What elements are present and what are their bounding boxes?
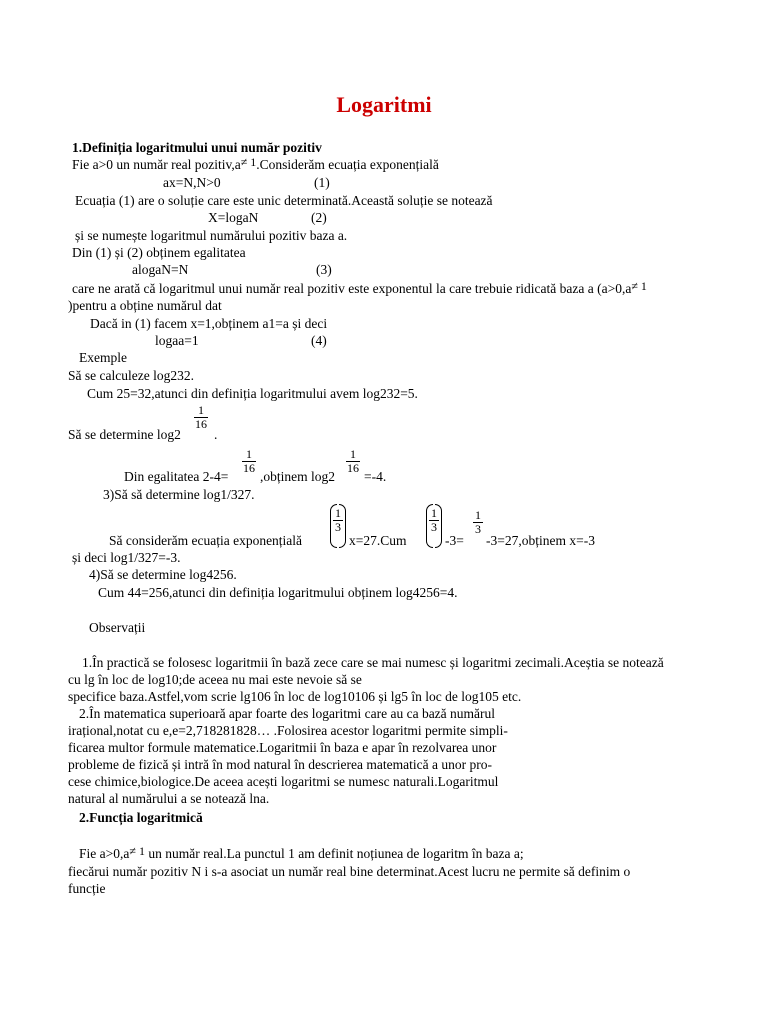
observation-1: cu lg în loc de log10;de aceea nu mai este nevoie să se: [68, 672, 362, 687]
paragraph-line: care ne arată că logaritmul unui număr real pozitiv este exponentul la care trebuie ridicată baza a (a>0,a≠ 1: [72, 279, 647, 296]
examples-heading: Exemple: [79, 350, 127, 365]
example-2-solution-c: =-4.: [364, 469, 387, 484]
example-4-solution: Cum 44=256,atunci din definiția logaritmului obținem log4256=4.: [98, 585, 458, 600]
equation-number: (2): [311, 210, 327, 225]
paragraph-line: Dacă in (1) facem x=1,obținem a1=a și deci: [90, 316, 328, 331]
equation-number: (1): [314, 175, 330, 190]
paragraph-line: Fie a>0,a≠ 1 un număr real.La punctul 1 am definit noțiunea de logaritm în baza a;: [79, 844, 524, 861]
paragraph-line: funcție: [68, 881, 106, 896]
equation-number: (4): [311, 333, 327, 348]
example-3-solution-a: Să considerăm ecuația exponențială: [109, 533, 303, 548]
section2-heading: 2.Funcția logaritmică: [79, 810, 203, 825]
equation-number: (3): [316, 262, 332, 277]
observation-2: cese chimice,biologice.De aceea acești logaritmi se numesc naturali.Logaritmul: [68, 774, 499, 789]
fraction-1-3: $\frac{1}{3}$: [431, 506, 437, 534]
observation-2: ficarea multor formule matematice.Logaritmii în baza e apar în rezolvarea unor: [68, 740, 497, 755]
paragraph-line: fiecărui număr pozitiv N i s-a asociat un număr real bine determinat.Acest lucru ne permite să definim o: [68, 864, 631, 879]
paragraph-line: Fie a>0 un număr real pozitiv,a≠ 1.Considerăm ecuația exponențială: [72, 155, 439, 172]
example-2-solution-b: ,obținem log2: [260, 469, 335, 484]
observation-1: specifice baza.Astfel,vom scrie lg106 în loc de log10106 și lg5 în loc de log105 etc.: [68, 689, 522, 704]
example-1-solution: Cum 25=32,atunci din definiția logaritmului avem log232=5.: [87, 386, 418, 401]
section1-heading: 1.Definiția logaritmului unui număr pozitiv: [72, 140, 322, 155]
observation-2: irațional,notat cu e,e=2,718281828… .Folosirea acestor logaritmi permite simpli-: [68, 723, 508, 738]
example-3-solution-d: -3=27,obținem x=-3: [486, 533, 595, 548]
fraction-1-3: $\frac{1}{3}$: [335, 506, 341, 534]
example-2-solution-a: Din egalitatea 2-4=: [124, 469, 229, 484]
fraction-1-16: $\frac{1}{16}$: [195, 403, 207, 431]
observations-heading: Observații: [89, 620, 146, 635]
example-3: 3)Să să determine log1/327.: [103, 487, 255, 502]
fraction-1-16: $\frac{1}{16}$: [243, 447, 255, 475]
fraction-1-3: $\frac{1}{3}$: [475, 508, 481, 536]
paragraph-line: Ecuația (1) are o soluție care este unic determinată.Această soluție se notează: [75, 193, 493, 208]
fraction-1-16: $\frac{1}{16}$: [347, 447, 359, 475]
observation-2: probleme de fizică și intră în mod natural în descrierea matematică a unor pro-: [68, 757, 492, 772]
example-3-solution-c: -3=: [445, 533, 464, 548]
example-1: Să se calculeze log232.: [68, 368, 194, 383]
example-3-solution-2: și deci log1/327=-3.: [72, 550, 181, 565]
equation-2: X=logaN: [208, 210, 259, 225]
observation-1: 1.În practică se folosesc logaritmii în bază zece care se mai numesc și logaritmi zecimali.Aceștia se notează: [82, 655, 664, 670]
paragraph-line: )pentru a obține numărul dat: [68, 298, 222, 313]
example-4: 4)Să se determine log4256.: [89, 567, 237, 582]
example-2: Să se determine log2: [68, 427, 181, 442]
equation-3: alogaN=N: [132, 262, 189, 277]
page-title: Logaritmi: [336, 92, 432, 117]
paragraph-line: și se numește logaritmul numărului pozitiv baza a.: [75, 228, 348, 243]
observation-2: 2.În matematica superioară apar foarte des logaritmi care au ca bază numărul: [79, 706, 496, 721]
equation-4: logaa=1: [155, 333, 199, 348]
paragraph-line: Din (1) și (2) obținem egalitatea: [72, 245, 246, 260]
equation-1: ax=N,N>0: [163, 175, 221, 190]
example-2-dot: .: [214, 427, 218, 442]
example-3-solution-b: x=27.Cum: [349, 533, 407, 548]
observation-2: natural al numărului a se notează lna.: [68, 791, 270, 806]
